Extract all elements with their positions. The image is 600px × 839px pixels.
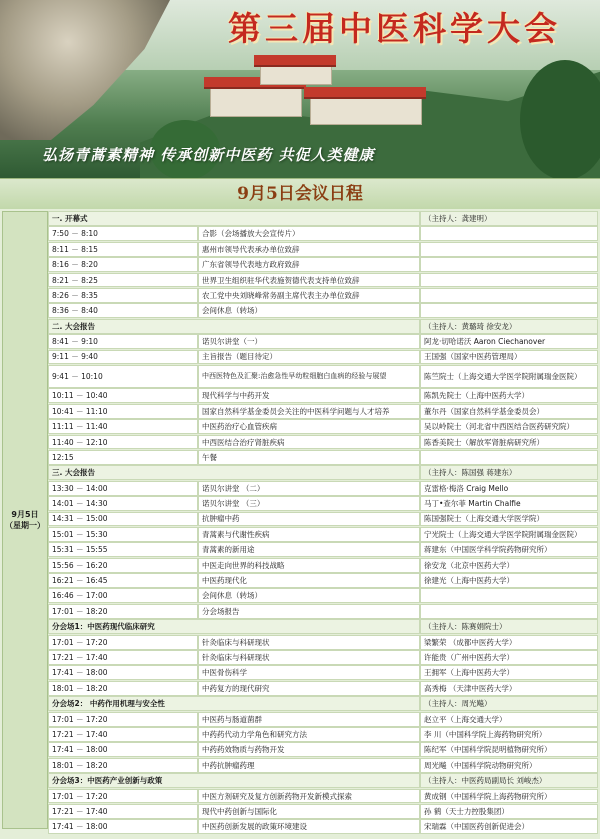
schedule-row [48, 804, 598, 819]
session-title: 中药抗肿瘤药理 [198, 758, 420, 773]
session-title: 会间休息（转场） [198, 303, 420, 318]
session-speaker: 李 川（中国科学院上海药物研究所） [420, 727, 598, 742]
schedule-row [48, 365, 598, 388]
schedule-table [0, 209, 600, 839]
session-time: 8:41 － 9:10 [48, 334, 198, 349]
session-title: 惠州市领导代表承办单位致辞 [198, 242, 420, 257]
date-column [2, 211, 48, 829]
session-time: 18:01 － 18:20 [48, 681, 198, 696]
session-speaker [420, 242, 598, 257]
session-time: 15:56 － 16:20 [48, 558, 198, 573]
schedule-row [48, 604, 598, 619]
session-speaker [420, 303, 598, 318]
session-speaker: 徐安龙（北京中医药大学） [420, 558, 598, 573]
session-time: 17:01 － 17:20 [48, 789, 198, 804]
session-time: 7:50 － 8:10 [48, 226, 198, 241]
session-speaker [420, 273, 598, 288]
session-time: 17:41 － 18:00 [48, 819, 198, 834]
schedule-row [48, 727, 598, 742]
session-speaker: 王国强（国家中医药管理局） [420, 350, 598, 365]
session-time: 11:40 － 12:10 [48, 435, 198, 450]
schedule-row [48, 334, 598, 349]
session-time: 18:01 － 18:20 [48, 758, 198, 773]
schedule-row [48, 512, 598, 527]
schedule-row [48, 257, 598, 272]
schedule-row [48, 226, 598, 241]
session-speaker: 赵立平（上海交通大学） [420, 712, 598, 727]
banner-rock-figure [0, 0, 170, 140]
session-title: 午餐 [198, 450, 420, 465]
session-title: 中药药代动力学角色和研究方法 [198, 727, 420, 742]
schedule-heading-bar [0, 178, 600, 210]
session-title: 抗肿瘤中药 [198, 512, 420, 527]
schedule-row [48, 527, 598, 542]
session-speaker: 徐建光（上海中医药大学） [420, 573, 598, 588]
schedule-row [48, 404, 598, 419]
banner-temple-illustration [190, 55, 440, 130]
session-title: 中医骨伤科学 [198, 665, 420, 680]
session-title: 农工党中央刘晓峰常务副主席代表主办单位致辞 [198, 288, 420, 303]
session-time: 9:41 － 10:10 [48, 365, 198, 388]
session-speaker: 孙 鹤（天士力控股集团） [420, 804, 598, 819]
session-time: 17:21 － 17:40 [48, 650, 198, 665]
schedule-row [48, 558, 598, 573]
schedule-row [48, 758, 598, 773]
section-host: （主持人：黄璐琦 徐安龙） [420, 319, 598, 334]
session-speaker: 黄成钢（中国科学院上海药物研究所） [420, 789, 598, 804]
session-time: 17:21 － 17:40 [48, 727, 198, 742]
section-title: 分会场2： 中药作用机理与安全性 [48, 696, 420, 711]
header-banner [0, 0, 600, 178]
session-speaker: 陈凯先院士（上海中医药大学） [420, 388, 598, 403]
session-speaker: 阿龙·切哈诺沃 Aaron Ciechanover [420, 334, 598, 349]
schedule-row [48, 588, 598, 603]
schedule-row [48, 819, 598, 834]
session-title: 现代中药创新与国际化 [198, 804, 420, 819]
session-speaker: 克雷格·梅洛 Craig Mello [420, 481, 598, 496]
session-speaker: 马丁•查尔菲 Martin Chalfie [420, 496, 598, 511]
session-speaker: 高秀梅 （天津中医药大学） [420, 681, 598, 696]
session-time: 10:41 － 11:10 [48, 404, 198, 419]
schedule-row [48, 419, 598, 434]
session-title: 中医药现代化 [198, 573, 420, 588]
schedule-row [48, 712, 598, 727]
session-speaker: 许能贵（广州中医药大学） [420, 650, 598, 665]
session-speaker: 王拥军（上海中医药大学） [420, 665, 598, 680]
session-title: 中西医特色及汇聚:治愈急性早幼粒细胞白血病的经验与展望 [198, 365, 420, 388]
session-title: 分会场报告 [198, 604, 420, 619]
section-host: （主持人：陈国强 蒋建东） [420, 465, 598, 480]
weekday-label: （星期一） [5, 521, 45, 530]
schedule-row [48, 542, 598, 557]
session-speaker: 陈国强院士（上海交通大学医学院） [420, 512, 598, 527]
session-time: 8:36 － 8:40 [48, 303, 198, 318]
session-time: 14:31 － 15:00 [48, 512, 198, 527]
schedule-row [48, 481, 598, 496]
session-title: 中药复方的现代研究 [198, 681, 420, 696]
session-time: 17:41 － 18:00 [48, 742, 198, 757]
schedule-row [48, 350, 598, 365]
session-title: 针灸临床与科研现状 [198, 650, 420, 665]
date-label: 9月5日 [11, 510, 39, 519]
session-time: 17:01 － 18:20 [48, 604, 198, 619]
schedule-row [48, 435, 598, 450]
session-time: 17:41 － 18:00 [48, 665, 198, 680]
section-header-row [48, 211, 598, 226]
session-title: 现代科学与中药开发 [198, 388, 420, 403]
session-time: 17:01 － 17:20 [48, 635, 198, 650]
session-time: 15:01 － 15:30 [48, 527, 198, 542]
schedule-row [48, 388, 598, 403]
schedule-row [48, 742, 598, 757]
schedule-row [48, 450, 598, 465]
session-time: 8:21 － 8:25 [48, 273, 198, 288]
session-title: 青蒿素与代谢性疾病 [198, 527, 420, 542]
session-title: 中医药与肠道菌群 [198, 712, 420, 727]
session-speaker: 陈香美院士（解放军肾脏病研究所） [420, 435, 598, 450]
section-host: （主持人：陈赛娟院士） [420, 619, 598, 634]
section-header-row [48, 465, 598, 480]
section-header-row [48, 696, 598, 711]
session-time: 11:11 － 11:40 [48, 419, 198, 434]
schedule-row [48, 496, 598, 511]
session-time: 12:15 [48, 450, 198, 465]
session-title: 中医药治疗心血管疾病 [198, 419, 420, 434]
session-title: 诺贝尔讲堂（一） [198, 334, 420, 349]
section-host: （主持人：周光飚） [420, 696, 598, 711]
conference-slogan: 弘扬青蒿素精神 传承创新中医药 共促人类健康 [42, 146, 375, 164]
session-title: 国家自然科学基金委员会关注的中医科学问题与人才培养 [198, 404, 420, 419]
session-speaker [420, 226, 598, 241]
session-speaker: 陈竺院士（上海交通大学医学院附属瑞金医院） [420, 365, 598, 388]
section-host: （主持人：中医药局副局长 刘峻杰） [420, 773, 598, 788]
schedule-row [48, 273, 598, 288]
section-header-row [48, 773, 598, 788]
session-time: 10:11 － 10:40 [48, 388, 198, 403]
session-speaker: 蒋建东（中国医学科学院药物研究所） [420, 542, 598, 557]
session-speaker [420, 288, 598, 303]
session-time: 17:21 － 17:40 [48, 804, 198, 819]
schedule-rows [48, 211, 598, 835]
schedule-row [48, 288, 598, 303]
schedule-title: 9月5日会议日程 [237, 184, 363, 204]
session-title: 中医方剂研究及复方创新药物开发新模式探索 [198, 789, 420, 804]
session-title: 中医走向世界的科技战略 [198, 558, 420, 573]
schedule-row [48, 650, 598, 665]
session-speaker [420, 604, 598, 619]
section-header-row [48, 319, 598, 334]
session-time: 8:16 － 8:20 [48, 257, 198, 272]
section-host: （主持人：龚建明） [420, 211, 598, 226]
session-time: 14:01 － 14:30 [48, 496, 198, 511]
banner-tree [520, 60, 600, 178]
session-speaker: 陈纪军（中国科学院昆明植物研究所） [420, 742, 598, 757]
schedule-row [48, 242, 598, 257]
session-title: 诺贝尔讲堂 （二） [198, 481, 420, 496]
session-title: 针灸临床与科研现状 [198, 635, 420, 650]
session-title: 世界卫生组织驻华代表施贺德代表支持单位致辞 [198, 273, 420, 288]
session-time: 17:01 － 17:20 [48, 712, 198, 727]
section-title: 分会场3：中医药产业创新与政策 [48, 773, 420, 788]
session-title: 合影（会场播放大会宣传片） [198, 226, 420, 241]
session-speaker: 宁光院士（上海交通大学医学院附属瑞金医院） [420, 527, 598, 542]
session-time: 8:26 － 8:35 [48, 288, 198, 303]
session-time: 16:46 － 17:00 [48, 588, 198, 603]
section-title: 二. 大会报告 [48, 319, 420, 334]
session-speaker: 吴以岭院士（河北省中西医结合医药研究院） [420, 419, 598, 434]
session-title: 中药药效物质与药物开发 [198, 742, 420, 757]
section-header-row [48, 619, 598, 634]
section-title: 一. 开幕式 [48, 211, 420, 226]
session-title: 广东省领导代表地方政府致辞 [198, 257, 420, 272]
session-speaker: 董尔丹（国家自然科学基金委员会） [420, 404, 598, 419]
session-title: 中医药创新发展的政策环境建设 [198, 819, 420, 834]
schedule-row [48, 573, 598, 588]
section-title: 三. 大会报告 [48, 465, 420, 480]
schedule-row [48, 665, 598, 680]
schedule-row [48, 789, 598, 804]
session-time: 8:11 － 8:15 [48, 242, 198, 257]
session-speaker [420, 588, 598, 603]
session-title: 青蒿素的新用途 [198, 542, 420, 557]
session-time: 16:21 － 16:45 [48, 573, 198, 588]
session-speaker: 梁繁荣 （成都中医药大学） [420, 635, 598, 650]
session-speaker: 周光飚（中国科学院动物研究所） [420, 758, 598, 773]
schedule-row [48, 681, 598, 696]
session-title: 主旨报告（题目待定） [198, 350, 420, 365]
session-title: 会间休息（转场） [198, 588, 420, 603]
session-speaker [420, 450, 598, 465]
session-time: 9:11 － 9:40 [48, 350, 198, 365]
section-title: 分会场1：中医药现代临床研究 [48, 619, 420, 634]
session-time: 13:30 － 14:00 [48, 481, 198, 496]
session-time: 15:31 － 15:55 [48, 542, 198, 557]
conference-title: 第三届中医科学大会 [228, 9, 561, 48]
schedule-row [48, 303, 598, 318]
session-title: 诺贝尔讲堂 （三） [198, 496, 420, 511]
schedule-row [48, 635, 598, 650]
session-title: 中西医结合治疗肾脏疾病 [198, 435, 420, 450]
session-speaker [420, 257, 598, 272]
session-speaker: 宋瑞霖（中国医药创新促进会） [420, 819, 598, 834]
